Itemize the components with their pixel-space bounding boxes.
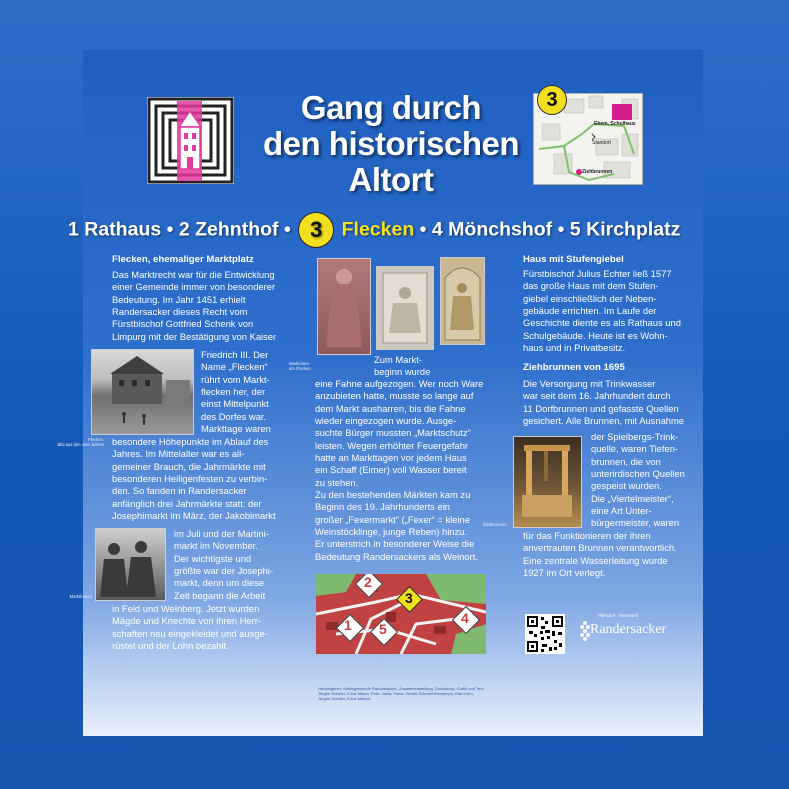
current-station-name: Flecken (341, 218, 415, 241)
right-text-3: der Spielbergs-Trink- quelle, waren Tiefen- brunnen, die von unterirdischen Quellen gespeist wurden. Die „Viertelmeister“, eine Art Unter- bürgermeister, waren (591, 431, 685, 529)
station-list (68, 212, 748, 248)
madonnen-caption: Madonnen am Flecken (289, 361, 311, 371)
left-text-4: im Juli und der Martini- markt im November. Der wichtigste und größte war der Josephi- markt, denn um diese Zeit begann die Arbeit (174, 528, 274, 601)
middle-text-2: eine Fahne aufgezogen. Wer noch Ware anzubieten hatte, musste so lange auf dem Markt ausharren, bis die Fahne wieder eingezogen wurde. Ausge- suchte Bürger mussten „Marktschutz“ leisten. Wegen erhöhter Feuergefahr hatte an Markttagen vor jedem Haus ein Schaff (Eimer) voll Wasser bereit zu stehen. Zu den bestehenden Märkten kam zu Beginn des 19. Jahrhunderts ein großer „Fexermarkt“ („Fexer“ = kleine Weinstöcklinge, junge Reben) hinzu. Er unterstrich in besonderer Weise die Bedeutung Randersackers als Weinort. (315, 378, 484, 562)
marktfrauen-caption: Marktfrauen (69, 594, 92, 599)
map-station-3: 3 (405, 590, 413, 606)
map-station-2: 2 (364, 574, 372, 590)
map-station-4: 4 (461, 610, 469, 626)
madonna-photo-1 (317, 258, 371, 355)
right-text-1: Fürstbischof Julius Echter ließ 1577 das große Haus mit dem Stufen- giebel einschließlich der Neben- gebäude errichten. Im Laufe der Geschichte diente es als Rathaus und Schulgebäude. Heute ist es Wohn- haus und in Privatbesitz. (523, 268, 681, 354)
marktfrauen-photo (95, 528, 166, 601)
madonna-photo-3 (440, 257, 485, 345)
minimap-station-badge: 3 (537, 85, 567, 115)
station-4: • 4 Mönchshof • (419, 218, 565, 241)
flecken-photo (91, 349, 194, 435)
randersacker-logo (576, 613, 667, 653)
left-text-3: besondere Höhepunkte im Ablauf des Jahres. Im Mittelalter war es all- gemeiner Brauch, die Jahrmärkte mit besonderen Heiligenfesten zu verbin- den. So fanden in Randersacker anfänglich drei Jahrmärkte statt: der Josephimarkt im März, der Jakobimarkt (112, 436, 276, 522)
minimap-label-brunnen: Ziehbrunnen (582, 169, 613, 175)
left-heading: Flecken, ehemaliger Marktplatz (112, 254, 254, 265)
ziehbrunnen-photo (513, 436, 582, 528)
minimap-label-standort: Standort (592, 140, 611, 146)
town-map (316, 574, 486, 654)
middle-text-1: Zum Markt- beginn wurde (374, 354, 431, 378)
right-heading-2: Ziehbrunnen von 1695 (523, 362, 625, 373)
brand-name: Randersacker (590, 622, 667, 637)
page-title: Gang durch den historischen Altort (262, 89, 520, 198)
qr-code[interactable] (525, 614, 565, 654)
right-text-4: für das Funktionieren der ihren anvertrauten Brunnen verantwortlich. Eine zentrale Wasserleitung wurde 1927 im Ort verlegt. (523, 530, 677, 579)
station-5: 5 Kirchplatz (569, 218, 681, 241)
town-logo (147, 97, 234, 184)
brand-small: Pilzsdorf · Netzwerk (598, 613, 639, 618)
left-text-2: Friedrich III. Der Name „Flecken“ rührt vom Markt- flecken her, der einst Mittelpunkt des Dorfes war. Markttage waren (201, 349, 271, 435)
station-1: 1 Rathaus • (68, 218, 174, 241)
station-2: 2 Zehnthof • (178, 218, 291, 241)
right-heading-1: Haus mit Stufengiebel (523, 254, 624, 265)
credits-footer: Herausgeber: Marktgemeinde Randersacker, Zusammenstellung, Gestaltung, Grafik und Text: Jürgen Schäfer, Ernst Meuer, Peter Jaeta, Fotos: Scheb-Schneer/Meisterpin, Ralf Kuhn, Jürgen Schäfer, Ernst Meuert (318, 686, 485, 701)
left-text-5: in Feld und Weinberg. Jetzt wurden Mägde und Knechte von ihren Herr- schaften neu eingekleidet und ausge- rüstet und der Lohn bezahlt. (112, 603, 268, 652)
flecken-caption: Flecken, Bild aus den 40er Jahren (57, 437, 104, 447)
madonna-photo-2 (376, 266, 434, 350)
minimap-label-haus: Ehem. Schulhaus (594, 121, 636, 127)
map-station-1: 1 (344, 617, 352, 633)
ziehbrunnen-caption: Ziehbrunnen (483, 522, 507, 527)
right-text-2: Die Versorgung mit Trinkwasser war seit dem 16. Jahrhundert durch 11 Dorfbrunnen und gefasste Quellen gesichert. Alle Brunnen, mit Ausnahme (523, 378, 685, 427)
map-station-5: 5 (379, 621, 387, 637)
current-station-badge: 3 (298, 212, 334, 248)
left-text-1: Das Marktrecht war für die Entwicklung einer Gemeinde immer von besonderer Bedeutung. Im Jahr 1451 erhielt Randersacker dieses Recht vom Fürstbischof Gottfried Schenk von Limpurg mit der Bestätigung von Kaiser (112, 269, 277, 342)
